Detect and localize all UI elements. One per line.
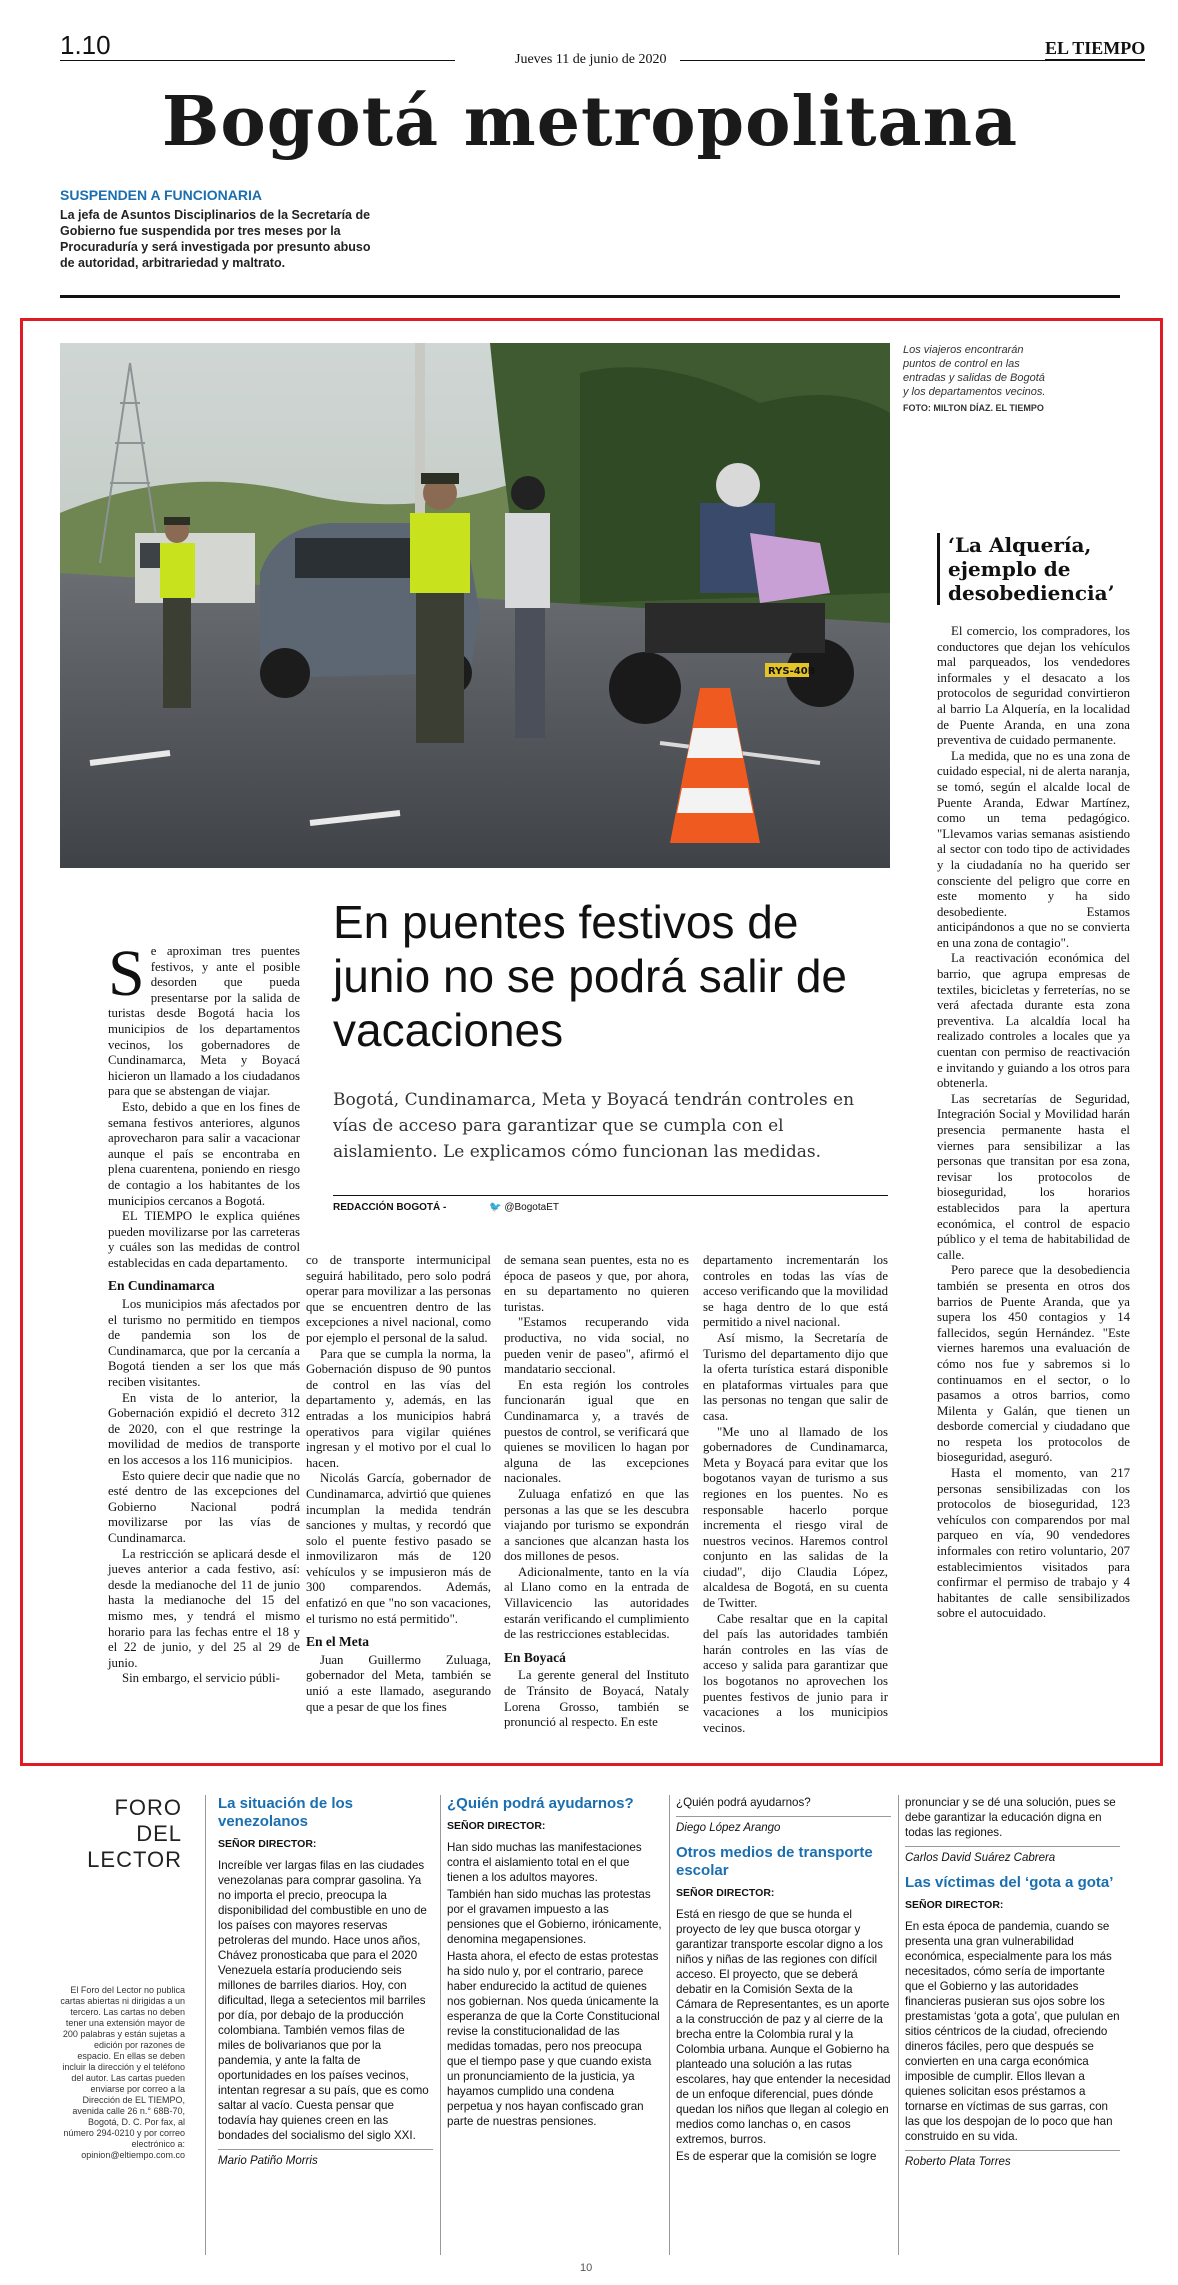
letter-signature: Mario Patiño Morris	[218, 2149, 433, 2169]
letter-salutation: SEÑOR DIRECTOR:	[905, 1899, 1004, 1911]
twitter-handle[interactable]	[489, 1202, 559, 1213]
letter-signature: Carlos David Suárez Cabrera	[905, 1846, 1120, 1866]
article-headline: En puentes festivos de junio no se podrá salir de vacaciones	[333, 896, 847, 1056]
article-column-4	[703, 1253, 888, 1736]
brief-kicker: SUSPENDEN A FUNCIONARIA	[60, 187, 262, 203]
byline-author: REDACCIÓN BOGOTÁ -	[333, 1202, 447, 1213]
photo-illustration	[60, 343, 890, 868]
page-number: 1.10	[60, 30, 111, 60]
column-divider	[898, 1795, 899, 2255]
paragraph: La medida, que no es una zona de cuidado especial, ni de alerta naranja, se tomó, según el alcalde local de Puente Aranda, Edwar Martínez, como un tema pedagógico. "Llevamos varias semanas asistiendo al sector con todo tipo de actividades y la ciudadanía no ha querido ser consciente del peligro que corre en este momento y ha sido desobediente. Estamos anticipándonos a que no se convierta en una zona de contagio".	[937, 748, 1130, 950]
letter-body: Es de esperar que la comisión se logre	[676, 2150, 877, 2163]
paragraph: Para que se cumpla la norma, la Gobernación dispuso de 90 puntos de control en las vías del departamento y, además, en las entradas a los municipios habrá operativos para vigilar quiénes ingresan y el motivo por el cual lo hacen.	[306, 1346, 491, 1470]
letter-salutation: SEÑOR DIRECTOR:	[218, 1838, 317, 1850]
article-column-3	[504, 1253, 689, 1731]
letter-body: Han sido muchas las manifestaciones contra el aislamiento total en el que tienen a los adultos mayores.	[447, 1841, 642, 1884]
letter-title: La situación de los venezolanos	[218, 1795, 354, 1830]
subhead-meta: En el Meta	[306, 1634, 369, 1650]
letter-body: En esta época de pandemia, cuando se presenta una gran vulnerabilidad económica, especialmente para los más necesitados, cómo sería de importante que el Gobierno y las autoridades financieras pusieran sus ojos sobre los prestamistas ‘gota a gota’, que pululan en sitios céntricos de la ciudad, ofreciendo dineros fáciles, pero que después se convierten en una carga económica imposible de cumplir. Ellos llevan a quienes solicitan esos préstamos a tornarse en víctimas de sus garras, con las que los despojan de lo poco que han construido en su vida.	[905, 1920, 1120, 2143]
page-footer-mark: 10	[580, 2262, 593, 2274]
letter-quien-podra-ayudarnos	[447, 1795, 662, 2131]
letter-venezolanos	[218, 1795, 433, 2169]
checkpoint-photo	[60, 343, 890, 868]
paragraph: departamento incrementarán los controles en todas las vías de acceso verificando que la movilidad se haga dentro de lo que está permitido a nivel nacional.	[703, 1253, 888, 1330]
paragraph: Adicionalmente, tanto en la vía al Llano como en la entrada de Villavicencio las autoridades estarán verificando el cumplimiento de las restricciones establecidas.	[504, 1564, 689, 1642]
paragraph: Esto quiere decir que nadie que no esté dentro de las excepciones del Gobierno Nacional podrá movilizarse por las vías de Cundinamarca.	[108, 1468, 300, 1545]
subhead-boyaca: En Boyacá	[504, 1649, 566, 1665]
license-plate: RYS-40B	[768, 666, 816, 677]
letter-title: ¿Quién podrá ayudarnos?	[447, 1795, 634, 1812]
column-divider	[669, 1795, 670, 2255]
letter-closing-line: ¿Quién podrá ayudarnos?	[676, 1796, 811, 1809]
letter-title: Las víctimas del ‘gota a gota’	[905, 1874, 1114, 1891]
letter-body: Increíble ver largas filas en las ciudades venezolanas para comprar gasolina. Ya no importa el precio, preocupa la disponibilidad del combustible en uno de los países con mayores reservas petroleras del mundo. Hace unos años, Chávez pronosticaba que para el 2020 Venezuela estaría produciendo seis millones de barriles diarios. Hoy, con dificultad, llega a setecientos mil barriles por día, por debajo de la producción colombiana. También vemos filas de miles de bolivarianos que por la pandemia, y ante la falta de oportunidades en los países vecinos, intentan regresar a su país, que es como saltar al vacío. Cuesta pensar que todavía hay quienes creen en las bondades del socialismo del siglo XXI.	[218, 1859, 429, 2142]
paragraph: La restricción se aplicará desde el jueves anterior a cada festivo, así: desde la medianoche del 11 de junio hasta la medianoche del 15 del mismo mes, y tendrá el mismo horario para las fechas entre el 18 y el 22 de junio, y del 25 al 29 de junio.	[108, 1546, 300, 1670]
subhead-cundinamarca: En Cundinamarca	[108, 1278, 215, 1294]
paragraph: Los municipios más afectados por el turismo no permitido en tiempos de pandemia son los de Cundinamarca, que por la cercanía a Bogotá tienden a ser los que más reciben visitantes.	[108, 1297, 300, 1390]
paragraph: Hasta el momento, van 217 personas sensibilizadas con los protocolos de bioseguridad, 123 vehículos con comparendos por mal parqueo en vía, 90 vendedores informales con retiro voluntario, 207 establecimientos visitados para confirmar el permiso de trabajo y 4 habitantes de calle sensibilizados sobre el autocuidado.	[937, 1466, 1130, 1621]
foro-title: FORO DEL LECTOR	[87, 1795, 182, 1872]
photo-credit: FOTO: MILTON DÍAZ. EL TIEMPO	[903, 403, 1044, 413]
paragraph: Así mismo, la Secretaría de Turismo del departamento dijo que la oferta turística estará disponible en plataformas virtuales para que las personas no tengan que salir de casa.	[703, 1330, 888, 1423]
twitter-bird-icon: 🐦	[489, 1202, 502, 1213]
paragraph: "Estamos recuperando vida productiva, no vida social, no pueden venir de paseo", afirmó el mandatario seccional.	[504, 1315, 689, 1377]
brief-text: La jefa de Asuntos Disciplinarios de la Secretaría de Gobierno fue suspendida por tres meses por la Procuraduría y será investigada por presunto abuso de autoridad, arbitrariedad y maltrato.	[60, 208, 371, 270]
sidebar-column	[937, 624, 1130, 1622]
paragraph: El comercio, los compradores, los conductores que dejan los vehículos mal parqueados, los vendedores informales y el desacato a los protocolos de seguridad convirtieron al barrio La Alquería, en la localidad de Puente Aranda, en una zona preventiva de cuidado permanente.	[937, 624, 1130, 748]
paragraph: co de transporte intermunicipal seguirá habilitado, pero solo podrá operar para movilizar a las personas que se encuentren dentro de las excepciones a nivel nacional, como por ejemplo el personal de la salud.	[306, 1253, 491, 1345]
paragraph: Pero parece que la desobediencia también se presenta en otros dos barrios de Puente Aranda, que ya supera los 450 contagios y 14 fallecidos, según Hernández. "Este viernes haremos una evaluación de cómo nos fue y sabremos si lo continuamos en el sector, o lo pasamos a otros barrios, como Milenta y Galán, que tienen un desborde comercial y ciudadano que no respeta los protocolos de bioseguridad, aseguró.	[937, 1263, 1130, 1465]
twitter-handle-text: @BogotaET	[504, 1202, 559, 1213]
paragraph: La gerente general del Instituto de Tránsito de Boyacá, Nataly Lorena Grosso, también se pronunció al respecto. En este	[504, 1668, 689, 1730]
letter-title: Otros medios de transporte escolar	[676, 1844, 873, 1879]
paragraph: de semana sean puentes, esta no es época de paseos y que, por ahora, en su departamento no quieren turistas.	[504, 1253, 689, 1314]
column-divider	[440, 1795, 441, 2255]
paragraph: La reactivación económica del barrio, que agrupa empresas de textiles, bicicletas y ferreterías, no se verá afectada durante esta zona preventiva. La alcaldía local ha realizado controles a locales que ya cuentan con permiso de reactivación e invitando y guiando a los otros para obtenerla.	[937, 951, 1130, 1091]
paragraph: Zuluaga enfatizó en que las personas a las que se les descubra viajando por turismo se expondrán a sanciones que alcanzan hasta los dos millones de pesos.	[504, 1486, 689, 1564]
section-title: Bogotá metropolitana	[161, 82, 1019, 162]
article-deck: Bogotá, Cundinamarca, Meta y Boyacá tendrán controles en vías de acceso para garantizar que se cumpla con el aislamiento. Le explicamos cómo funcionan las medidas.	[333, 1090, 855, 1162]
letter-salutation: SEÑOR DIRECTOR:	[447, 1820, 546, 1832]
letter-body: Está en riesgo de que se hunda el proyecto de ley que busca otorgar y garantizar transporte escolar digno a los niños y niñas de las regiones con difícil acceso. El proyecto, que se deberá debatir en la Comisión Sexta de la Cámara de Representantes, es un aporte a la construcción de paz y al cierre de la brecha entre la Colombia rural y la Colombia urbana. Aunque el Gobierno ha planteado una solución a las rutas escolares, hay que entender la necesidad de un enfoque diferencial, pues dónde quedan los niños que llegan al colegio en medios como lanchas o, en casos extremos, burros.	[676, 1908, 891, 2146]
letter-salutation: SEÑOR DIRECTOR:	[676, 1887, 775, 1899]
paragraph: Cabe resaltar que en la capital del país las autoridades también harán controles en las vías de acceso y salida para garantizar que los bogotanos no aprovechen los puentes festivos de junio para ir vacaciones a los municipios vecinos.	[703, 1611, 888, 1735]
lead-paragraph: e aproximan tres puentes festivos, y ante el posible desorden que pueda presentarse por la salida de turistas desde Bogotá hacia los municipios de los departamentos vecinos, los gobernadores de Cundinamarca, Meta y Boyacá hicieron un llamado a los ciudadanos para que se abstengan de viajar.	[108, 944, 300, 1099]
letter-gota-a-gota	[905, 1795, 1120, 2170]
sidebar-headline: ‘La Alquería, ejemplo de desobediencia’	[937, 533, 1112, 605]
header-divider	[60, 295, 1120, 298]
article-column-2	[306, 1253, 491, 1715]
paragraph: Sin embargo, el servicio públi-	[122, 1671, 280, 1686]
article-column-1	[108, 937, 300, 1687]
paragraph: Nicolás García, gobernador de Cundinamarca, advirtió que quienes incumplan la medida tendrán sanciones y multas, y recordó que solo el puente festivo pasado se inmovilizaron más de 120 vehículos y se impusieron más de 300 comparendos. Además, enfatizó en que "no son vacaciones, el turismo no está permitido".	[306, 1471, 491, 1626]
article-byline	[333, 1195, 888, 1213]
foro-note: El Foro del Lector no publica cartas abiertas ni dirigidas a un tercero. Las cartas no deben tener una extensión mayor de 200 palabras y están sujetas a edición por razones de espacio. En ellas se deben incluir la dirección y el teléfono del autor. Las cartas pueden enviarse por correo a la Dirección de EL TIEMPO, avenida calle 26 n.° 68B-70, Bogotá, D. C. Por fax, al número 294-0210 y por correo electrónico a: opinion@eltiempo.com.co	[60, 1985, 185, 2160]
paragraph: Las secretarías de Seguridad, Integración Social y Movilidad harán presencia permanente hasta el viernes para sensibilizar a las personas que transitan por esa zona, revisar los protocolos de bioseguridad, los horarios establecidos para la apertura económica, el control de espacio público y el tema de habitabilidad de calle.	[937, 1091, 1130, 1262]
letter-transporte-escolar	[676, 1795, 891, 2166]
paragraph: En vista de lo anterior, la Gobernación expidió el decreto 312 de 2020, con el que restringe la movilidad de medios de transporte en los accesos a los 116 municipios.	[108, 1390, 300, 1467]
letter-signature: Roberto Plata Torres	[905, 2150, 1120, 2170]
letter-body: También han sido muchas las protestas por el gravamen impuesto a las pensiones que el Gobierno, irónicamente, denomina megapensiones.	[447, 1888, 662, 1946]
paragraph: EL TIEMPO le explica quiénes pueden movilizarse por las carreteras y cuáles son las medidas de control establecidas en cada departamento.	[108, 1209, 300, 1270]
photo-caption	[903, 343, 1053, 415]
newspaper-brand: EL TIEMPO	[1045, 38, 1145, 61]
column-divider	[205, 1795, 206, 2255]
letter-signature: Diego López Arango	[676, 1816, 891, 1836]
letter-body: pronunciar y se dé una solución, pues se debe garantizar la educación digna en todas las regiones.	[905, 1796, 1116, 1839]
photo-caption-text: Los viajeros encontrarán puntos de control en las entradas y salidas de Bogotá y los departamentos vecinos.	[903, 344, 1046, 398]
edition-date: Jueves 11 de junio de 2020	[515, 52, 667, 67]
drop-cap: S	[108, 937, 145, 1010]
letter-body: Hasta ahora, el efecto de estas protestas ha sido nulo y, por el contrario, parece haber endurecido la actitud de quienes nos gobiernan. Nos queda únicamente la esperanza de que la Corte Constitucional revise la constitucionalidad de las medidas tomadas, pero nos preocupa que el tiempo pase y que cuando exista un pronunciamiento de la justicia, ya hayamos cumplido una condena perpetua y nos hayan confiscado gran parte de nuestras pensiones.	[447, 1950, 660, 2128]
paragraph: "Me uno al llamado de los gobernadores de Cundinamarca, Meta y Boyacá para evitar que los bogotanos vayan de turismo a sus regiones en los puentes. No es responsable hacerlo porque incrementa el riesgo viral de nuestros vecinos. Haremos control conjunto en las salidas de la ciudad", dijo Claudia López, alcaldesa de Bogotá, en su cuenta de Twitter.	[703, 1424, 888, 1611]
paragraph: Esto, debido a que en los fines de semana festivos anteriores, algunos aprovecharon para salir a vacacionar aunque el país se encontraba en plena cuarentena, poniendo en riesgo de contagio a los habitantes de los municipios cercanos a Bogotá.	[108, 1099, 300, 1208]
paragraph: En esta región los controles funcionarán igual que en Cundinamarca y, a través de puestos de control, se verificará que quienes se movilicen lo hagan por alguna de las excepciones nacionales.	[504, 1377, 689, 1486]
paragraph: Juan Guillermo Zuluaga, gobernador del Meta, también se unió a este llamado, asegurando que a pesar de que los fines	[306, 1652, 491, 1714]
header-rule-left	[60, 60, 455, 61]
